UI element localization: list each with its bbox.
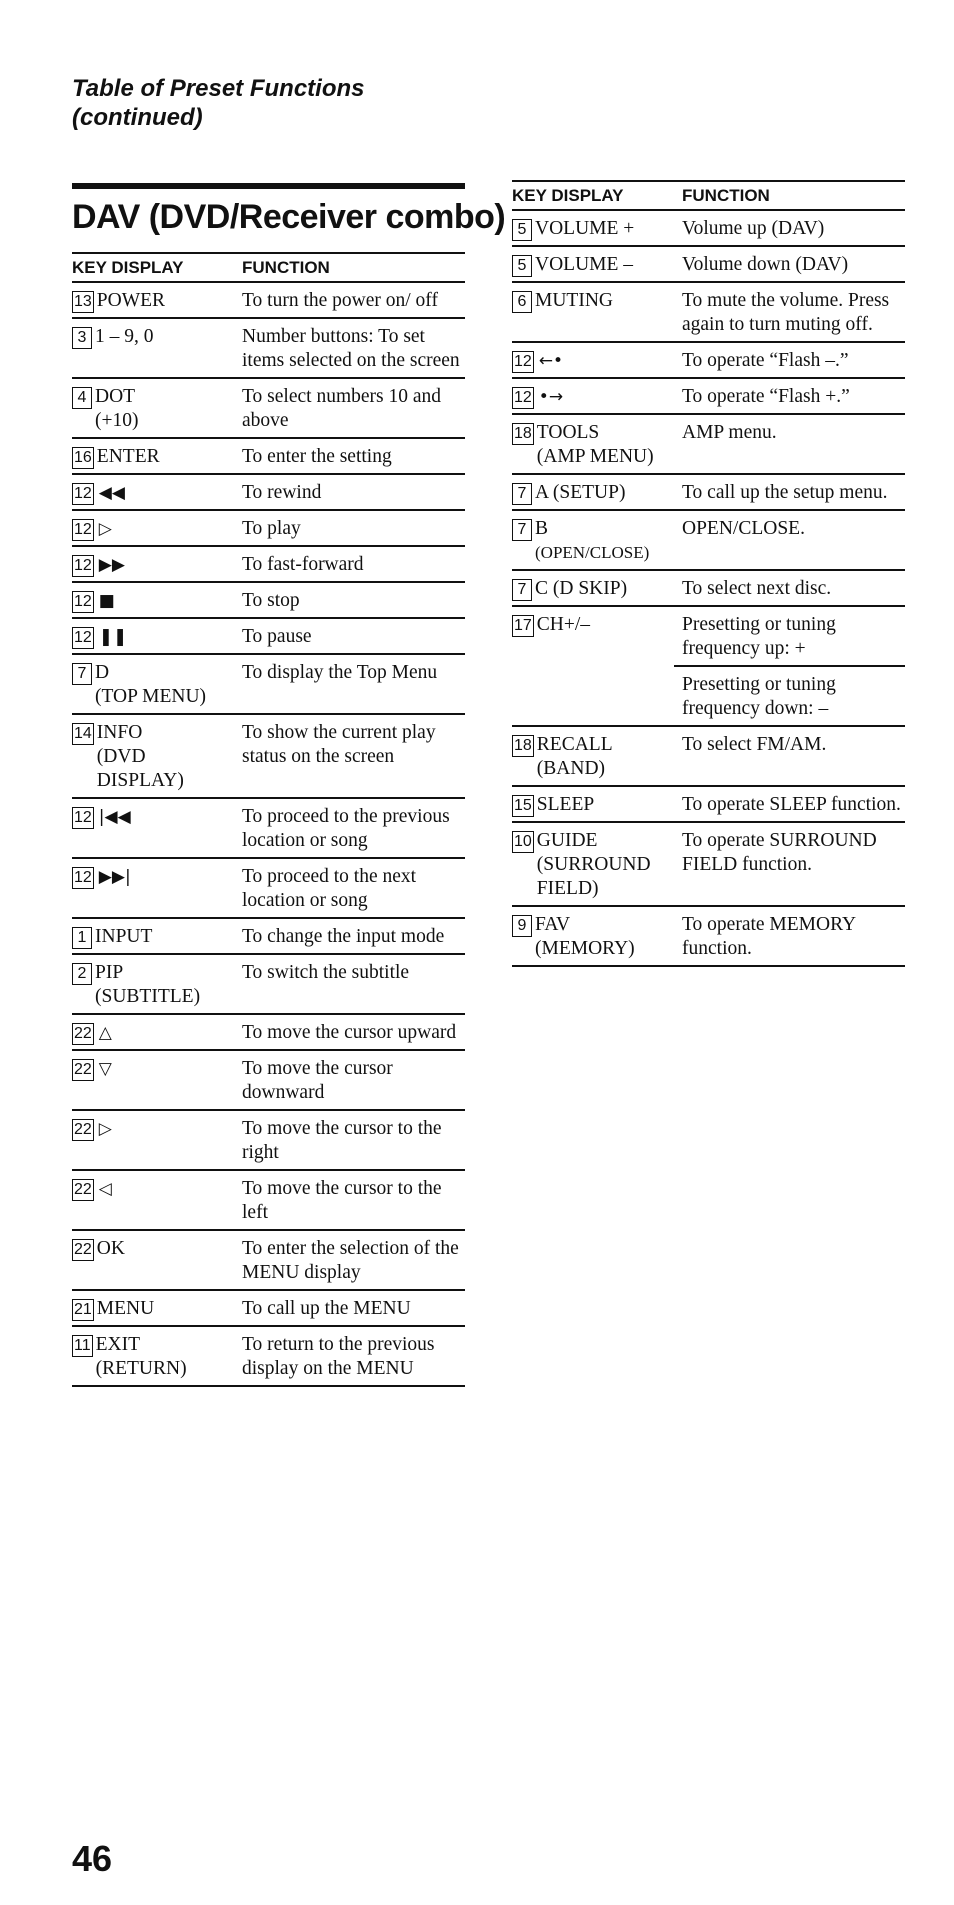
key-display-cell — [512, 415, 674, 475]
key-label — [535, 217, 634, 241]
key-name: SLEEP — [536, 794, 595, 815]
table-row — [512, 727, 905, 787]
button-number-badge: 10 — [512, 831, 534, 853]
function-cell: To call up the MENU — [234, 1291, 465, 1327]
function-cell: To enter the setting — [234, 439, 465, 475]
button-number-badge: 22 — [72, 1239, 94, 1261]
key-label — [97, 1057, 112, 1081]
table-row — [72, 1231, 465, 1291]
col-header-function: FUNCTION — [674, 180, 905, 211]
key-display-cell — [72, 955, 234, 1015]
key-display — [72, 289, 230, 313]
function-cell: To return to the previous display on the MENU — [234, 1327, 465, 1387]
button-number-badge: 12 — [72, 519, 94, 541]
key-display — [512, 517, 670, 565]
key-display-cell — [72, 379, 234, 439]
key-name: 1 – 9, 0 — [95, 326, 154, 347]
key-display — [72, 661, 230, 709]
key-name: DOT (+10) — [95, 386, 139, 431]
preset-table-left — [72, 252, 465, 1387]
key-name: RECALL (BAND) — [536, 734, 613, 779]
button-number-badge: 18 — [512, 735, 534, 757]
button-number-badge: 12 — [512, 351, 534, 373]
key-name: GUIDE (SURROUND FIELD) — [536, 830, 651, 899]
key-label — [97, 625, 128, 649]
left-column — [72, 183, 506, 1387]
key-label — [97, 865, 131, 889]
key-label — [97, 1117, 112, 1141]
key-display-cell — [512, 607, 674, 727]
table-row — [72, 655, 465, 715]
button-number-badge: 12 — [72, 591, 94, 613]
key-display-cell — [72, 859, 234, 919]
button-number-badge: 4 — [72, 387, 92, 409]
table-row — [72, 511, 465, 547]
key-display-cell — [512, 727, 674, 787]
function-cell: To operate SURROUND FIELD function. — [674, 823, 905, 907]
key-name: A (SETUP) — [535, 482, 626, 503]
function-cell: To move the cursor to the left — [234, 1171, 465, 1231]
key-display-cell — [512, 475, 674, 511]
key-display-cell — [72, 655, 234, 715]
function-cell: To stop — [234, 583, 465, 619]
key-display — [72, 625, 230, 649]
key-label — [97, 1297, 154, 1321]
button-number-badge: 22 — [72, 1179, 94, 1201]
key-display-cell — [72, 319, 234, 379]
key-display-cell — [72, 1015, 234, 1051]
key-display — [72, 1057, 230, 1081]
table-row — [72, 1327, 465, 1387]
down-arrow-icon: ▽ — [98, 1059, 112, 1079]
function-cell: To select FM/AM. — [674, 727, 905, 787]
key-label — [97, 553, 125, 577]
function-cell: To proceed to the next location or song — [234, 859, 465, 919]
function-cell: To operate “Flash +.” — [674, 379, 905, 415]
table-row — [512, 379, 905, 415]
rewind-icon: ◀◀ — [98, 483, 125, 503]
key-display — [512, 577, 670, 601]
stop-icon: ■ — [98, 591, 115, 611]
button-number-badge: 22 — [72, 1119, 94, 1141]
key-display — [72, 517, 230, 541]
table-row — [512, 211, 905, 247]
function-cell: To turn the power on/ off — [234, 283, 465, 319]
key-display — [72, 721, 230, 793]
running-header — [72, 74, 365, 132]
key-label — [97, 289, 165, 313]
table-row — [512, 907, 905, 967]
key-display-cell — [72, 1171, 234, 1231]
function-cell: To show the current play status on the screen — [234, 715, 465, 799]
col-header-key: KEY DISPLAY — [72, 252, 234, 283]
key-display — [512, 217, 670, 241]
table-header-row — [512, 180, 905, 211]
button-number-badge: 15 — [512, 795, 534, 817]
key-display — [512, 613, 670, 637]
key-label — [95, 325, 154, 349]
button-number-badge: 16 — [72, 447, 94, 469]
key-name: CH+/– — [536, 614, 591, 635]
table-row — [512, 511, 905, 571]
key-display-cell — [72, 583, 234, 619]
key-label — [537, 385, 563, 409]
table-row — [72, 1291, 465, 1327]
function-cell: Volume down (DAV) — [674, 247, 905, 283]
key-label — [535, 253, 633, 277]
table-row — [72, 1015, 465, 1051]
key-label — [97, 1177, 112, 1201]
key-display-cell — [72, 1231, 234, 1291]
key-display — [72, 961, 230, 1009]
table-row — [512, 247, 905, 283]
key-label — [96, 1333, 187, 1381]
key-name: VOLUME – — [535, 254, 634, 275]
key-display-cell — [512, 511, 674, 571]
key-label — [537, 733, 613, 781]
fast-forward-icon: ▶▶ — [98, 555, 125, 575]
key-name: POWER — [96, 290, 166, 311]
key-display-cell — [512, 823, 674, 907]
key-label — [97, 805, 131, 829]
button-number-badge: 3 — [72, 327, 92, 349]
button-number-badge: 12 — [72, 867, 94, 889]
preset-table-right — [512, 180, 905, 967]
key-display-cell — [72, 919, 234, 955]
key-display — [512, 829, 670, 901]
key-label — [97, 1021, 112, 1045]
function-cell: To pause — [234, 619, 465, 655]
key-display-cell — [72, 619, 234, 655]
key-display — [72, 385, 230, 433]
key-label — [95, 385, 139, 433]
function-cell: To call up the setup menu. — [674, 475, 905, 511]
col-header-function: FUNCTION — [234, 252, 465, 283]
table-row — [72, 475, 465, 511]
table-row — [72, 859, 465, 919]
key-label — [535, 913, 635, 961]
button-number-badge: 21 — [72, 1299, 94, 1321]
table-row — [512, 823, 905, 907]
key-display — [512, 733, 670, 781]
key-display — [72, 553, 230, 577]
left-arrow-icon: ◁ — [98, 1179, 112, 1199]
key-display-cell — [512, 211, 674, 247]
key-display — [512, 481, 670, 505]
key-name: INPUT — [95, 926, 153, 947]
key-display-cell — [72, 475, 234, 511]
key-label — [95, 961, 200, 1009]
key-label — [537, 793, 594, 817]
up-arrow-icon: △ — [98, 1023, 112, 1043]
key-label — [97, 481, 125, 505]
button-number-badge: 7 — [72, 663, 92, 685]
function-cell: To fast-forward — [234, 547, 465, 583]
function-cell: To proceed to the previous location or song — [234, 799, 465, 859]
key-display-cell — [512, 907, 674, 967]
function-cell: To switch the subtitle — [234, 955, 465, 1015]
button-number-badge: 12 — [72, 807, 94, 829]
key-display — [72, 1333, 230, 1381]
key-name: INFO (DVD DISPLAY) — [96, 722, 184, 791]
function-cell: Presetting or tuning frequency down: – — [674, 667, 905, 727]
key-name: B — [535, 518, 549, 539]
function-cell: To select next disc. — [674, 571, 905, 607]
button-number-badge: 13 — [72, 291, 94, 313]
table-row — [512, 607, 905, 667]
function-cell: Volume up (DAV) — [674, 211, 905, 247]
right-arrow-icon: ▷ — [98, 1119, 112, 1139]
key-name: MUTING — [535, 290, 613, 311]
table-row — [72, 1171, 465, 1231]
button-number-badge: 17 — [512, 615, 534, 637]
function-cell: To operate MEMORY function. — [674, 907, 905, 967]
play-icon: ▷ — [98, 519, 112, 539]
table-row — [72, 1051, 465, 1111]
button-number-badge: 12 — [512, 387, 534, 409]
key-display — [512, 253, 670, 277]
table-row — [72, 379, 465, 439]
function-cell: To enter the selection of the MENU display — [234, 1231, 465, 1291]
key-display — [72, 1237, 230, 1261]
key-display-cell — [72, 1051, 234, 1111]
function-cell: To change the input mode — [234, 919, 465, 955]
key-name: MENU — [96, 1298, 155, 1319]
key-label — [535, 289, 613, 313]
function-cell: To play — [234, 511, 465, 547]
button-number-badge: 12 — [72, 555, 94, 577]
key-label — [95, 661, 206, 709]
function-cell: Number buttons: To set items selected on the screen — [234, 319, 465, 379]
key-display — [512, 385, 670, 409]
key-label — [97, 1237, 125, 1261]
key-display-cell — [72, 1291, 234, 1327]
key-display — [72, 865, 230, 889]
key-display — [72, 805, 230, 829]
button-number-badge: 22 — [72, 1059, 94, 1081]
function-cell: To move the cursor downward — [234, 1051, 465, 1111]
key-display — [72, 1117, 230, 1141]
key-display-cell — [72, 715, 234, 799]
key-display — [72, 445, 230, 469]
button-number-badge: 5 — [512, 255, 532, 277]
button-number-badge: 9 — [512, 915, 532, 937]
key-label — [537, 613, 590, 637]
key-display-cell — [72, 799, 234, 859]
key-display — [512, 913, 670, 961]
pause-icon: ❚❚ — [98, 627, 128, 647]
key-name: ENTER — [96, 446, 160, 467]
function-cell: To mute the volume. Press again to turn muting off. — [674, 283, 905, 343]
key-display — [512, 421, 670, 469]
button-number-badge: 11 — [72, 1335, 93, 1357]
col-header-key: KEY DISPLAY — [512, 180, 674, 211]
button-number-badge: 5 — [512, 219, 532, 241]
key-label — [537, 349, 563, 373]
key-display-cell — [512, 379, 674, 415]
button-number-badge: 7 — [512, 579, 532, 601]
button-number-badge: 12 — [72, 627, 94, 649]
key-name: VOLUME + — [535, 218, 635, 239]
table-row — [72, 799, 465, 859]
key-display — [72, 1021, 230, 1045]
key-label — [95, 925, 152, 949]
key-display — [72, 325, 230, 349]
key-display-cell — [72, 283, 234, 319]
table-row — [72, 319, 465, 379]
key-display — [72, 925, 230, 949]
table-row — [72, 1111, 465, 1171]
key-name: EXIT (RETURN) — [95, 1334, 187, 1379]
table-row — [512, 343, 905, 379]
table-row — [72, 583, 465, 619]
previous-icon: |◀◀ — [98, 807, 131, 827]
flash-plus-icon: •→ — [538, 387, 564, 407]
section-title: DAV (DVD/Receiver combo) — [72, 183, 465, 239]
key-display-cell — [512, 343, 674, 379]
table-row — [512, 787, 905, 823]
function-cell: AMP menu. — [674, 415, 905, 475]
button-number-badge: 7 — [512, 483, 532, 505]
table-row — [512, 415, 905, 475]
key-name: PIP (SUBTITLE) — [95, 962, 201, 1007]
key-label — [97, 445, 160, 469]
table-row — [512, 571, 905, 607]
key-display — [72, 589, 230, 613]
header-line-1: Table of Preset Functions — [72, 75, 365, 102]
key-display-cell — [512, 787, 674, 823]
right-column — [512, 180, 905, 967]
table-row — [72, 955, 465, 1015]
key-name: TOOLS (AMP MENU) — [536, 422, 654, 467]
page-number: 46 — [72, 1838, 113, 1879]
key-label — [537, 829, 651, 901]
button-number-badge: 12 — [72, 483, 94, 505]
key-name: OK — [96, 1238, 125, 1259]
function-cell: OPEN/CLOSE. — [674, 511, 905, 571]
key-label — [97, 517, 112, 541]
key-display-cell — [512, 283, 674, 343]
key-display-cell — [72, 1327, 234, 1387]
key-label — [535, 481, 625, 505]
key-name-sub: (OPEN/CLOSE) — [535, 543, 650, 562]
key-display — [72, 481, 230, 505]
function-cell: To move the cursor to the right — [234, 1111, 465, 1171]
key-label — [97, 589, 115, 613]
key-display — [512, 793, 670, 817]
function-cell: To select numbers 10 and above — [234, 379, 465, 439]
table-header-row — [72, 252, 465, 283]
key-label — [535, 577, 627, 601]
key-display-cell — [72, 439, 234, 475]
key-display-cell — [72, 547, 234, 583]
flash-minus-icon: ←• — [538, 351, 564, 371]
table-row — [72, 715, 465, 799]
button-number-badge: 14 — [72, 723, 94, 745]
key-display-cell — [512, 247, 674, 283]
key-name: FAV (MEMORY) — [535, 914, 635, 959]
function-cell: To operate SLEEP function. — [674, 787, 905, 823]
table-row — [512, 475, 905, 511]
table-row — [72, 439, 465, 475]
function-cell: Presetting or tuning frequency up: + — [674, 607, 905, 667]
table-row — [512, 283, 905, 343]
button-number-badge: 18 — [512, 423, 534, 445]
key-label — [535, 517, 649, 565]
button-number-badge: 7 — [512, 519, 532, 541]
key-display — [72, 1297, 230, 1321]
key-display — [72, 1177, 230, 1201]
function-cell: To rewind — [234, 475, 465, 511]
table-row — [72, 283, 465, 319]
header-line-2: (continued) — [72, 104, 203, 131]
key-display-cell — [72, 511, 234, 547]
key-display-cell — [72, 1111, 234, 1171]
button-number-badge: 1 — [72, 927, 92, 949]
function-cell: To operate “Flash –.” — [674, 343, 905, 379]
key-name: D (TOP MENU) — [95, 662, 207, 707]
table-row — [72, 619, 465, 655]
key-display — [512, 349, 670, 373]
key-label — [537, 421, 654, 469]
button-number-badge: 2 — [72, 963, 92, 985]
function-cell: To move the cursor upward — [234, 1015, 465, 1051]
table-row — [72, 547, 465, 583]
function-cell: To display the Top Menu — [234, 655, 465, 715]
key-label — [97, 721, 184, 793]
key-name: C (D SKIP) — [535, 578, 628, 599]
key-display-cell — [512, 571, 674, 607]
next-icon: ▶▶| — [98, 867, 131, 887]
button-number-badge: 22 — [72, 1023, 94, 1045]
table-row — [72, 919, 465, 955]
button-number-badge: 6 — [512, 291, 532, 313]
key-display — [512, 289, 670, 313]
